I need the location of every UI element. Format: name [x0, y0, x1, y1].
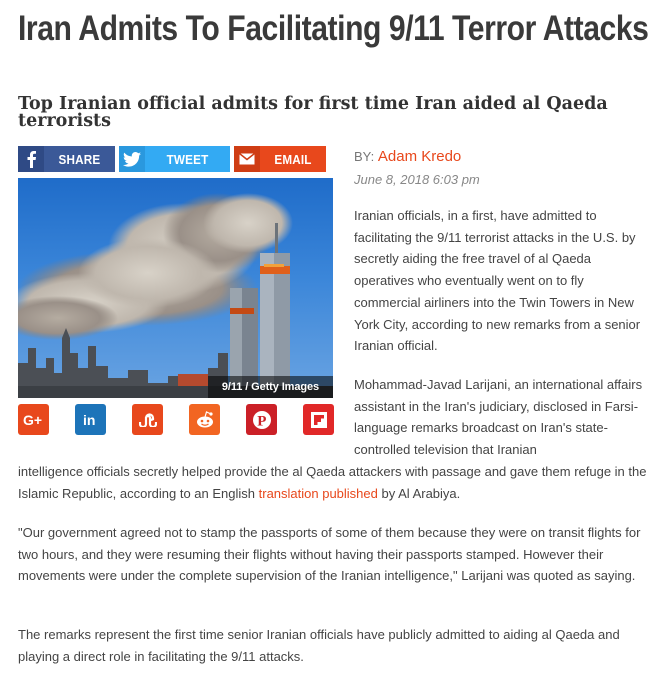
publish-date: June 8, 2018 6:03 pm: [354, 172, 480, 187]
paragraph-2-text: intelligence officials secretly helped provide the al Qaeda attackers with passage and gave them refuge in the Islamic Republic, according to an English: [18, 464, 647, 501]
article-photo: [18, 178, 333, 398]
twitter-icon: [119, 146, 145, 172]
subheadline: Top Iranian official admits for first time Iran aided al Qaeda terrorists: [18, 94, 608, 131]
paragraph-1: Iranian officials, in a first, have admitted to facilitating the 9/11 terrorist attacks in the U.S. by secretly aiding the free travel of al Qaeda operatives who eventually went on to fly commercial airliners into the Twin Towers in New York City, according to new remarks from a senior Iranian official.: [354, 208, 641, 354]
paragraph-3-quote: "Our government agreed not to stamp the passports of some of them because they were on transit flights for two hours, and they were resuming their flights without having their passports stamped. However their movements were under the complete supervision of the Iranian intelligence," Larijani was quoted as saying.: [18, 525, 641, 584]
paragraph-4: The remarks represent the first time senior Iranian officials have publicly admitted to aiding al Qaeda and playing a direct role in facilitating the 9/11 attacks.: [18, 627, 620, 664]
translation-link[interactable]: translation published: [258, 485, 378, 501]
social-icon-row: [18, 404, 334, 435]
pinterest-icon[interactable]: [246, 404, 277, 435]
headline: Iran Admits To Facilitating 9/11 Terror Attacks: [18, 9, 649, 48]
byline: [354, 148, 461, 165]
author-link[interactable]: Adam Kredo: [377, 148, 462, 165]
email-share-label: EMAIL: [274, 151, 312, 167]
reddit-icon[interactable]: [189, 404, 220, 435]
svg-text:P: P: [256, 413, 266, 429]
envelope-icon: [234, 146, 260, 172]
svg-text:G+: G+: [22, 412, 42, 427]
facebook-share-button[interactable]: [18, 146, 115, 172]
google-plus-icon[interactable]: [18, 404, 49, 435]
svg-text:in: in: [82, 412, 95, 427]
linkedin-icon[interactable]: [75, 404, 106, 435]
paragraph-2-tail: by Al Arabiya.: [377, 485, 461, 501]
byline-prefix: BY:: [354, 149, 375, 164]
twitter-tweet-button[interactable]: [119, 146, 230, 172]
stumbleupon-icon[interactable]: [132, 404, 163, 435]
twin-towers-illustration: [18, 178, 333, 398]
facebook-share-label: SHARE: [58, 151, 101, 167]
share-bar: [18, 146, 326, 172]
flipboard-icon[interactable]: [303, 404, 334, 435]
paragraph-2-continued: [18, 461, 648, 504]
facebook-icon: [18, 146, 44, 172]
email-share-button[interactable]: [234, 146, 326, 172]
paragraph-2-wrapped: Mohammad-Javad Larijani, an international affairs assistant in the Iran's judiciary, disclosed in Farsi-language remarks broadcast on Iran's state-controlled television that Iranian: [354, 377, 643, 458]
photo-caption: 9/11 / Getty Images: [208, 376, 333, 398]
twitter-tweet-label: TWEET: [166, 151, 209, 167]
